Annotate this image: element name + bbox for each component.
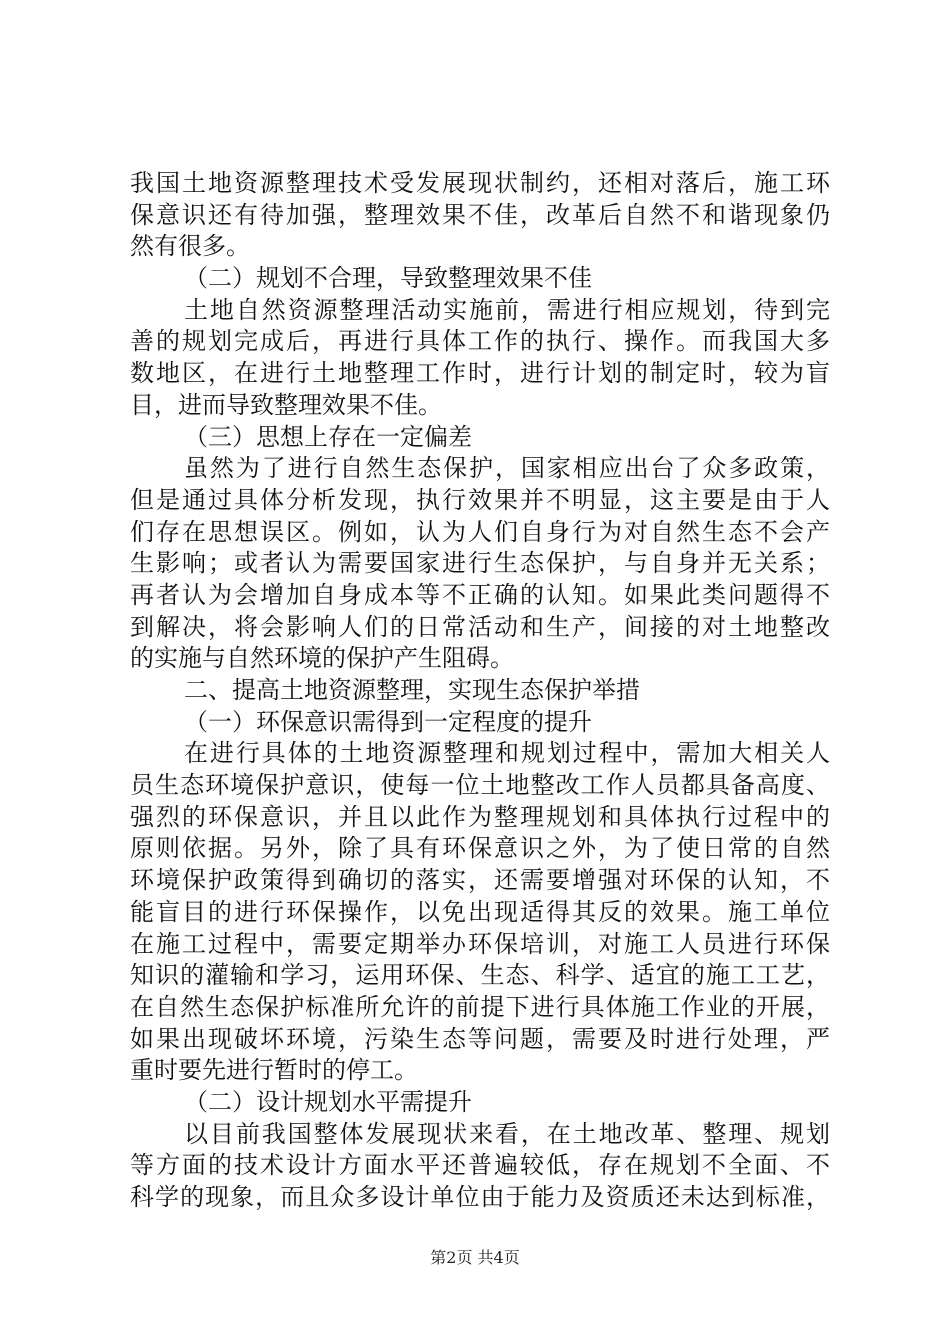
text-line: 们存在思想误区。例如，认为人们自身行为对自然生态不会产 <box>130 517 830 546</box>
text-line: 知识的灌输和学习，运用环保、生态、科学、适宜的施工工艺， <box>130 961 830 990</box>
text-line: 善的规划完成后，再进行具体工作的执行、操作。而我国大多 <box>130 327 830 356</box>
section-heading: （二）规划不合理，导致整理效果不佳 <box>184 264 592 293</box>
text-line: 重时要先进行暂时的停工。 <box>130 1056 418 1085</box>
section-heading: （二）设计规划水平需提升 <box>184 1087 472 1116</box>
text-line: 土地自然资源整理活动实施前，需进行相应规划，待到完 <box>184 295 830 324</box>
text-line: 在自然生态保护标准所允许的前提下进行具体施工作业的开展， <box>130 992 830 1021</box>
text-line: 数地区，在进行土地整理工作时，进行计划的制定时，较为盲 <box>130 359 830 388</box>
text-line: 的实施与自然环境的保护产生阻碍。 <box>130 644 514 673</box>
text-line: 生影响；或者认为需要国家进行生态保护，与自身并无关系； <box>130 549 830 578</box>
text-line: 等方面的技术设计方面水平还普遍较低，存在规划不全面、不 <box>130 1151 830 1180</box>
page-number-footer: 第2页 共4页 <box>430 1248 520 1267</box>
text-line: 员生态环境保护意识，使每一位土地整改工作人员都具备高度、 <box>130 771 830 800</box>
text-line: 科学的现象，而且众多设计单位由于能力及资质还未达到标准， <box>130 1183 830 1211</box>
text-line: 在施工过程中，需要定期举办环保培训，对施工人员进行环保 <box>130 929 830 958</box>
section-heading: 二、提高土地资源整理，实现生态保护举措 <box>184 676 640 704</box>
text-line: 能盲目的进行环保操作，以免出现适得其反的效果。施工单位 <box>130 897 830 926</box>
text-line: 然有很多。 <box>130 232 250 261</box>
text-line: 再者认为会增加自身成本等不正确的认知。如果此类问题得不 <box>130 580 830 609</box>
text-line: 在进行具体的土地资源整理和规划过程中，需加大相关人 <box>184 739 830 768</box>
text-line: 环境保护政策得到确切的落实，还需要增强对环保的认知，不 <box>130 866 830 895</box>
text-line: 我国土地资源整理技术受发展现状制约，还相对落后，施工环 <box>130 169 830 197</box>
section-heading: （三）思想上存在一定偏差 <box>184 422 472 451</box>
text-line: 以目前我国整体发展现状来看，在土地改革、整理、规划 <box>184 1119 830 1148</box>
document-body <box>130 168 830 1214</box>
text-line: 到解决，将会影响人们的日常活动和生产，间接的对土地整改 <box>130 612 830 641</box>
text-line: 强烈的环保意识，并且以此作为整理规划和具体执行过程中的 <box>130 802 830 831</box>
text-line: 如果出现破坏环境，污染生态等问题，需要及时进行处理，严 <box>130 1024 830 1053</box>
text-line: 目，进而导致整理效果不佳。 <box>130 390 442 419</box>
text-line: 但是通过具体分析发现，执行效果并不明显，这主要是由于人 <box>130 485 830 514</box>
text-line: 保意识还有待加强，整理效果不佳，改革后自然不和谐现象仍 <box>130 200 830 229</box>
section-heading: （一）环保意识需得到一定程度的提升 <box>184 707 592 736</box>
text-line: 原则依据。另外，除了具有环保意识之外，为了使日常的自然 <box>130 834 830 863</box>
text-line: 虽然为了进行自然生态保护，国家相应出台了众多政策， <box>184 454 830 483</box>
